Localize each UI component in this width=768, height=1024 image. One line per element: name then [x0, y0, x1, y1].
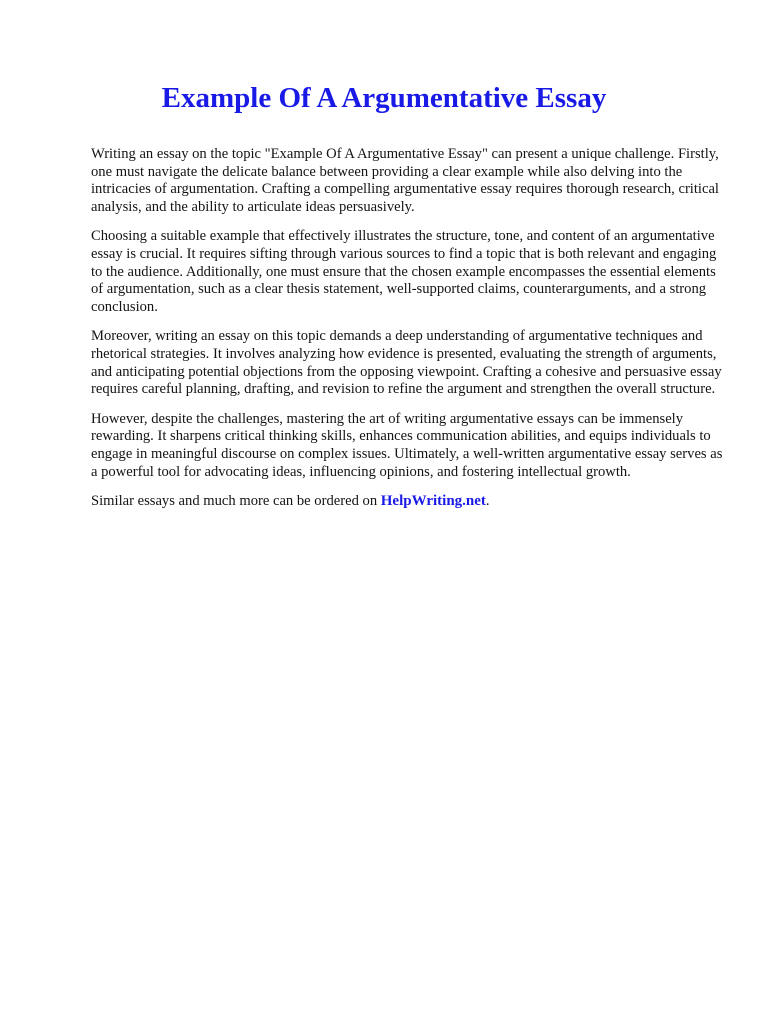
- paragraph-rewards: However, despite the challenges, mastering the art of writing argumentative essays can be immensely rewarding. It sharpens critical thinking skills, enhances communication abilities, and equips individuals to engage in meaningful discourse on complex issues. Ultimately, a well-written argumentative essay serves as a powerful tool for advocating ideas, influencing opinions, and fostering intellectual growth.: [91, 410, 723, 480]
- paragraph-techniques: Moreover, writing an essay on this topic demands a deep understanding of argumentative techniques and rhetorical strategies. It involves analyzing how evidence is presented, evaluating the strength of arguments, and anticipating potential objections from the opposing viewpoint. Crafting a cohesive and persuasive essay requires careful planning, drafting, and revision to refine the argument and strengthen the overall structure.: [91, 328, 722, 398]
- essay-body: [91, 146, 731, 523]
- paragraph-choosing-example: Choosing a suitable example that effectively illustrates the structure, tone, and content of an argumentative essay is crucial. It requires sifting through various sources to find a topic that is both relevant and engaging to the audience. Additionally, one must ensure that the chosen example encompasses the essential elements of argumentation, such as a clear thesis statement, well-supported claims, counterarguments, and a strong conclusion.: [91, 228, 717, 315]
- closing-suffix: .: [485, 493, 490, 510]
- paragraph-intro: Writing an essay on the topic "Example Of A Argumentative Essay" can present a unique challenge. Firstly, one must navigate the delicate balance between providing a clear example while also delving into the intricacies of argumentation. Crafting a compelling argumentative essay requires thorough research, critical analysis, and the ability to articulate ideas persuasively.: [91, 146, 719, 215]
- helpwriting-link[interactable]: HelpWriting.net: [380, 493, 486, 510]
- page-title: Example Of A Argumentative Essay: [161, 82, 607, 114]
- closing-prefix: Similar essays and much more can be ordered on: [91, 493, 381, 510]
- closing-line: [91, 493, 731, 511]
